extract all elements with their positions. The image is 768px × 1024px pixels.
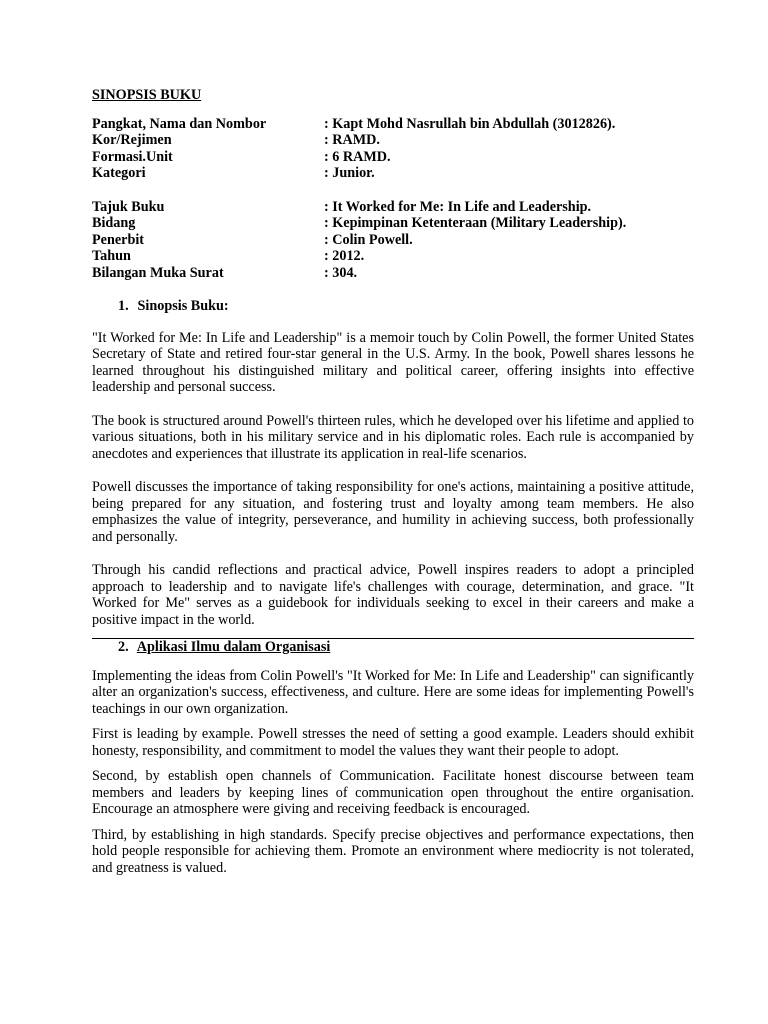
info-label: Penerbit: [92, 231, 145, 248]
info-value: : It Worked for Me: In Life and Leadership.: [324, 198, 592, 215]
info-label: Kategori: [92, 165, 146, 181]
paragraph: First is leading by example. Powell stresses the need of setting a good example. Leaders should exhibit honesty, responsibility, and commitment to model the values they want their people to adopt.: [92, 726, 694, 759]
info-label: Pangkat, Nama dan Nombor: [92, 115, 267, 132]
section-number: 2.: [118, 639, 129, 655]
document-page: [92, 87, 694, 876]
info-value: : 2012.: [324, 248, 365, 264]
info-value: : Junior.: [324, 165, 375, 181]
section-title: Aplikasi Ilmu dalam Organisasi: [136, 639, 331, 655]
info-value: : 6 RAMD.: [324, 148, 391, 165]
paragraph: Powell discusses the importance of taking responsibility for one's actions, maintaining a positive attitude, being prepared for any situation, and fostering trust and loyalty among team members. He also emphasizes the value of integrity, perseverance, and humility in achieving success, both professionally and personally.: [92, 479, 694, 545]
info-label: Kor/Rejimen: [92, 132, 172, 148]
paragraph: The book is structured around Powell's thirteen rules, which he developed over his lifetime and applied to various situations, both in his military service and in his diplomatic roles. Each rule is accompanied by anecdotes and experiences that illustrate its application in real-life scenarios.: [92, 412, 694, 462]
info-value: : RAMD.: [324, 132, 380, 148]
info-group-book: [92, 199, 694, 282]
info-value: : 304.: [324, 264, 358, 281]
paragraph: Third, by establishing in high standards. Specify precise objectives and performance expectations, then hold people responsible for achieving them. Promote an environment where mediocrity is not tolerated, and greatness is valued.: [92, 826, 694, 876]
paragraph: "It Worked for Me: In Life and Leadership" is a memoir touch by Colin Powell, the former United States Secretary of State and retired four-star general in the U.S. Army. In the book, Powell shares lessons he learned throughout his distinguished military and political career, offering insights into effective leadership and personal success.: [92, 329, 694, 395]
spacer: [92, 182, 694, 199]
info-value: : Colin Powell.: [324, 231, 413, 248]
info-label: Bilangan Muka Surat: [92, 264, 224, 281]
info-label: Tajuk Buku: [92, 198, 165, 215]
info-label: Bidang: [92, 215, 136, 231]
info-group-personal: [92, 116, 694, 182]
info-value: : Kapt Mohd Nasrullah bin Abdullah (3012826).: [324, 115, 616, 132]
info-label: Tahun: [92, 248, 131, 264]
paragraph: Second, by establish open channels of Communication. Facilitate honest discourse between team members and leaders by keeping lines of communication open throughout the entire organisation. Encourage an atmosphere were giving and receiving feedback is encouraged.: [92, 768, 694, 817]
section-heading-synopsis: [118, 298, 694, 315]
section-title: Sinopsis Buku:: [137, 298, 229, 314]
section-number: 1.: [118, 298, 129, 314]
info-value: : Kepimpinan Ketenteraan (Military Leadership).: [324, 215, 627, 231]
document-title: SINOPSIS BUKU: [92, 87, 202, 103]
paragraph: Through his candid reflections and practical advice, Powell inspires readers to adopt a principled approach to leadership and to navigate life's challenges with courage, determination, and grace. "It Worked for Me" serves as a guidebook for individuals seeking to excel in their careers and make a positive impact in the world.: [92, 562, 694, 628]
info-label: Formasi.Unit: [92, 148, 173, 165]
section-heading-application: [118, 639, 694, 656]
paragraph: Implementing the ideas from Colin Powell's "It Worked for Me: In Life and Leadership" can significantly alter an organization's success, effectiveness, and culture. Here are some ideas for implementing Powell's teachings in our own organization.: [92, 667, 694, 717]
